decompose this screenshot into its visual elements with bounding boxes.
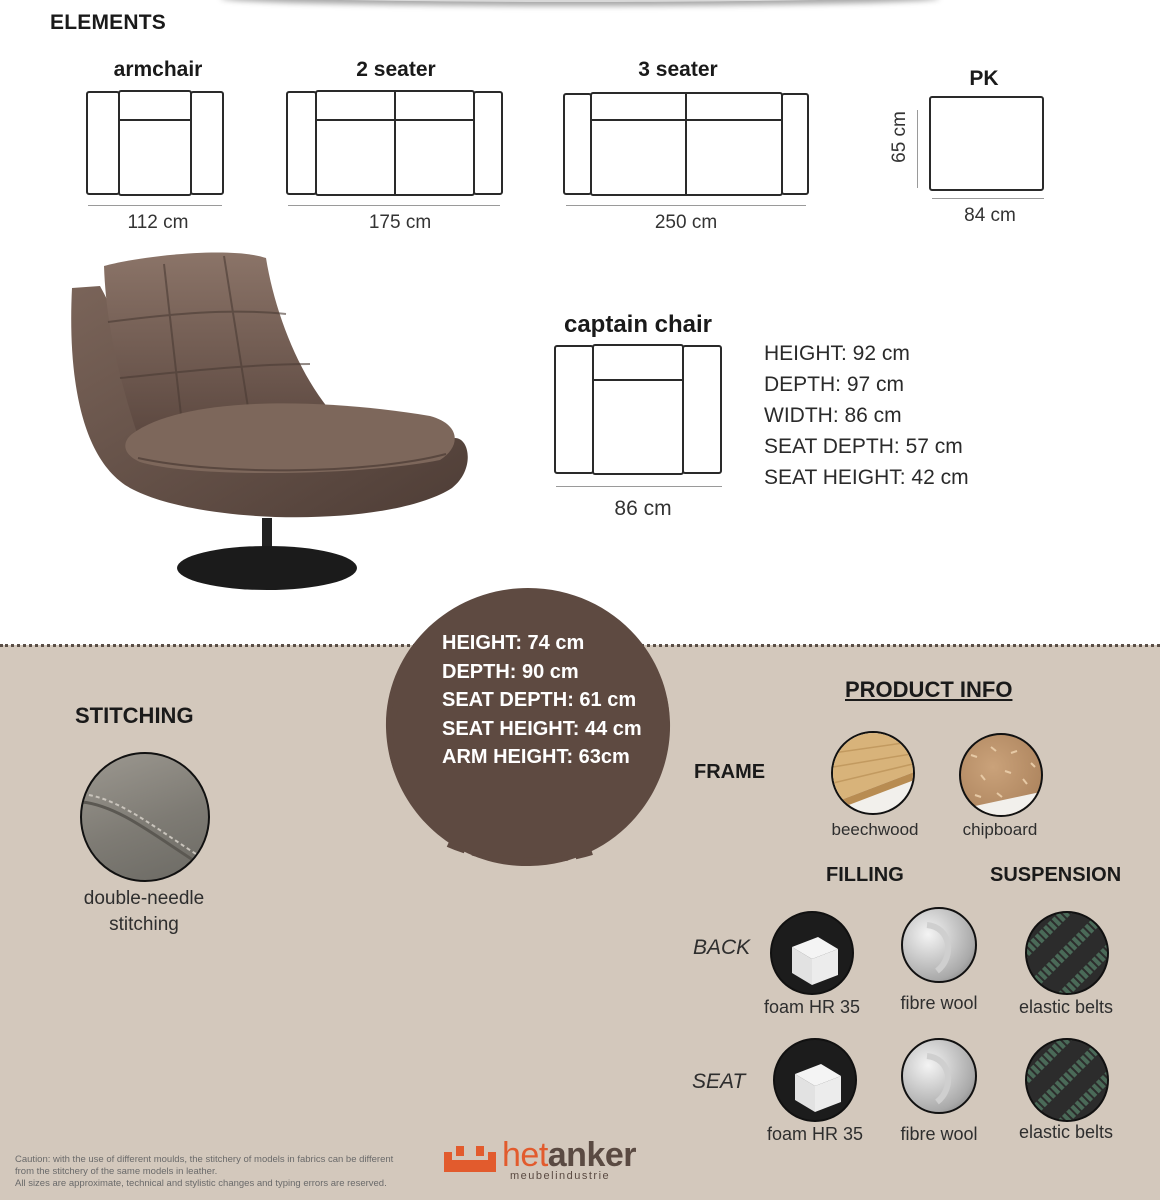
- chipboard-caption: chipboard: [962, 820, 1038, 839]
- armchair-title: armchair: [113, 58, 203, 81]
- suspension-label: SUSPENSION: [990, 864, 1122, 886]
- foam-icon: [775, 1040, 857, 1122]
- disclaimer-line-1: Caution: with the use of different moulds, the stitchery of models in fabrics can be different: [15, 1154, 394, 1165]
- chipboard-swatch: [959, 733, 1043, 817]
- beechwood-caption: beechwood: [831, 820, 919, 839]
- three-seater-width-rule: [566, 205, 806, 206]
- armchair-diagram: [86, 90, 224, 198]
- pk-width: 84 cm: [964, 205, 1016, 226]
- seat-fibre-swatch: [901, 1038, 977, 1114]
- seat-belts-caption: elastic belts: [1018, 1122, 1114, 1142]
- seat-foam-swatch: [773, 1038, 857, 1122]
- dim-seat-depth: SEAT DEPTH: 61 cm: [442, 689, 637, 711]
- two-seater-width: 175 cm: [368, 212, 432, 233]
- disclaimer-line-3: All sizes are approximate, technical and stylistic changes and typing errors are reserved.: [15, 1178, 387, 1189]
- seat-belts-swatch: [1025, 1038, 1109, 1122]
- back-belts-caption: elastic belts: [1018, 997, 1114, 1017]
- armchair-width-rule: [88, 205, 222, 206]
- back-foam-swatch: [770, 911, 854, 995]
- top-shadow: [220, 0, 940, 2]
- captain-chair-title: captain chair: [563, 311, 713, 338]
- three-seater-title: 3 seater: [638, 58, 718, 81]
- spec-seat-height: SEAT HEIGHT: 42 cm: [764, 466, 969, 489]
- elastic-belts-icon: [1027, 1040, 1109, 1122]
- two-seater-width-rule: [288, 205, 500, 206]
- spec-width: WIDTH: 86 cm: [764, 404, 902, 427]
- frame-label: FRAME: [694, 761, 766, 783]
- dim-height: HEIGHT: 74 cm: [442, 632, 585, 654]
- product-info-title: PRODUCT INFO: [845, 677, 1013, 702]
- dim-arm-height: ARM HEIGHT: 63cm: [442, 746, 630, 768]
- logo-anker: anker: [547, 1136, 636, 1174]
- spec-seat-depth: SEAT DEPTH: 57 cm: [764, 435, 963, 458]
- armchair-width: 112 cm: [127, 212, 189, 233]
- captain-chair-width: 86 cm: [614, 497, 672, 520]
- pk-width-rule: [932, 198, 1044, 199]
- back-foam-caption: foam HR 35: [763, 997, 861, 1017]
- elastic-belts-icon: [1027, 913, 1109, 995]
- seat-foam-caption: foam HR 35: [766, 1124, 864, 1144]
- wood-icon: [833, 733, 915, 815]
- chipboard-icon: [961, 735, 1043, 817]
- swivel-chair-photo: [60, 248, 480, 600]
- back-label: BACK: [693, 936, 751, 959]
- captain-chair-specs: [764, 338, 969, 493]
- three-seater-diagram: [563, 92, 810, 198]
- disclaimer: [15, 1154, 393, 1190]
- logo-wordmark: [502, 1136, 636, 1174]
- back-fibre-caption: fibre wool: [900, 993, 978, 1013]
- seat-fibre-caption: fibre wool: [900, 1124, 978, 1144]
- pk-diagram: [928, 96, 1046, 192]
- stitching-caption-1: double-needle: [83, 888, 205, 909]
- beechwood-swatch: [831, 731, 915, 815]
- dim-depth: DEPTH: 90 cm: [442, 660, 579, 683]
- three-seater-width: 250 cm: [654, 212, 718, 233]
- spec-depth: DEPTH: 97 cm: [764, 373, 905, 396]
- spec-height: HEIGHT: 92 cm: [764, 342, 910, 365]
- disclaimer-line-2: from the stitchery of the same models in leather.: [15, 1166, 218, 1177]
- hetanker-logo: [444, 1136, 694, 1186]
- two-seater-title: 2 seater: [356, 58, 436, 81]
- stitching-title: STITCHING: [75, 703, 194, 728]
- filling-label: FILLING: [826, 864, 904, 886]
- pk-depth: 65 cm: [889, 111, 910, 163]
- two-seater-diagram: [286, 90, 504, 198]
- logo-het: het: [502, 1136, 548, 1174]
- stitch-line-icon: [82, 754, 210, 882]
- elements-heading: ELEMENTS: [50, 11, 166, 34]
- back-fibre-swatch: [901, 907, 977, 983]
- dimensions-list: [442, 629, 642, 772]
- dim-seat-height: SEAT HEIGHT: 44 cm: [442, 717, 642, 740]
- seat-label: SEAT: [692, 1070, 746, 1093]
- captain-chair-width-rule: [556, 486, 722, 487]
- back-belts-swatch: [1025, 911, 1109, 995]
- foam-icon: [772, 913, 854, 995]
- pk-title: PK: [969, 67, 999, 90]
- stitching-swatch: [80, 752, 210, 882]
- captain-chair-diagram: [554, 344, 724, 476]
- stitching-caption-2: stitching: [109, 914, 179, 935]
- pk-depth-rule: [917, 110, 918, 188]
- logo-sub: meubelindustrie: [510, 1170, 611, 1182]
- sofa-logo-icon: [444, 1142, 496, 1176]
